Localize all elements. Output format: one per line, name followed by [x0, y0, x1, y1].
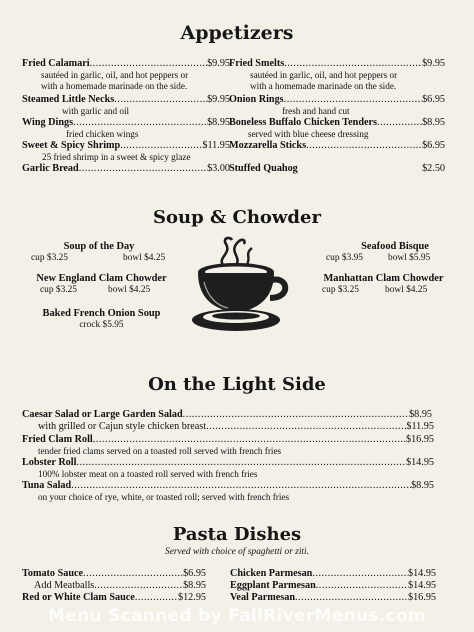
item-name: Eggplant Parmesan — [230, 580, 316, 591]
menu-item — [22, 58, 230, 70]
french-onion-name: Baked French Onion Soup — [42, 308, 161, 319]
item-name: Red or White Clam Sauce — [22, 592, 135, 603]
item-name: Wing Dings — [22, 117, 74, 128]
soup-cup-icon — [184, 232, 294, 342]
item-price: $6.95 — [183, 568, 206, 579]
item-name: Fried Calamari — [22, 58, 90, 69]
menu-item — [22, 409, 432, 421]
manhattan-chowder-bowl: bowl $4.25 — [385, 285, 428, 295]
menu-item — [229, 140, 445, 152]
menu-item — [34, 580, 206, 592]
light-side-heading: On the Light Side — [148, 374, 326, 395]
item-price: $14.95 — [405, 457, 434, 468]
menu-item — [22, 117, 230, 129]
item-price: $11.95 — [406, 421, 434, 432]
ne-clam-chowder-cup: cup $3.25 — [40, 285, 77, 295]
soup-of-day-cup: cup $3.25 — [31, 253, 68, 263]
item-description: sautéed in garlic, oil, and hot peppers or — [250, 70, 398, 80]
item-description: served with blue cheese dressing — [248, 129, 369, 139]
seafood-bisque-bowl: bowl $5.95 — [388, 253, 431, 263]
item-price: $8.95 — [183, 580, 206, 591]
item-description: with a homemade marinade on the side. — [41, 81, 188, 91]
item-price: $12.95 — [177, 592, 206, 603]
item-name: Veal Parmesan — [230, 592, 295, 603]
appetizers-heading: Appetizers — [180, 22, 294, 44]
item-name: Caesar Salad or Large Garden Salad — [22, 409, 183, 420]
menu-item — [229, 58, 445, 70]
item-price: $9.95 — [207, 94, 230, 105]
soup-of-day-name: Soup of the Day — [63, 241, 135, 252]
menu-item — [22, 457, 434, 469]
item-name: Fried Smelts — [229, 58, 285, 69]
item-name: Lobster Roll — [22, 457, 77, 468]
menu-item — [22, 163, 230, 175]
manhattan-chowder-cup: cup $3.25 — [322, 285, 359, 295]
item-description: on your choice of rye, white, or toasted roll; served with french fries — [38, 492, 290, 502]
pasta-heading: Pasta Dishes — [172, 524, 302, 545]
item-price: $14.95 — [407, 580, 436, 591]
item-price: $3.00 — [207, 163, 230, 174]
soup-heading: Soup & Chowder — [153, 207, 321, 228]
pasta-subtitle: Served with choice of spaghetti or ziti. — [165, 547, 309, 557]
menu-item — [229, 94, 445, 106]
item-description: with a homemade marinade on the side. — [250, 81, 397, 91]
item-name: Fried Clam Roll — [22, 434, 93, 445]
item-price: $16.95 — [407, 592, 436, 603]
item-name: with grilled or Cajun style chicken breast — [38, 421, 207, 432]
menu-item — [22, 568, 206, 580]
item-name: Steamed Little Necks — [22, 94, 115, 105]
menu-item — [230, 568, 436, 580]
item-price: $9.95 — [422, 58, 445, 69]
item-description: fried chicken wings — [66, 129, 139, 139]
item-name: Add Meatballs — [34, 580, 95, 591]
item-name: Mozzarella Sticks — [229, 140, 307, 151]
soup-of-day-bowl: bowl $4.25 — [123, 253, 166, 263]
ne-clam-chowder-bowl: bowl $4.25 — [108, 285, 151, 295]
item-description: 25 fried shrimp in a sweet & spicy glaze — [42, 152, 191, 162]
seafood-bisque-name: Seafood Bisque — [361, 241, 429, 252]
item-price: $8.95 — [409, 409, 432, 420]
item-price: $6.95 — [422, 94, 445, 105]
item-description: with garlic and oil — [62, 106, 130, 116]
item-price: $9.95 — [207, 58, 230, 69]
ne-clam-chowder-name: New England Clam Chowder — [36, 273, 167, 284]
seafood-bisque-cup: cup $3.95 — [326, 253, 363, 263]
item-description: sautéed in garlic, oil, and hot peppers or — [41, 70, 189, 80]
menu-item — [22, 480, 434, 492]
menu-item — [22, 140, 230, 152]
item-price: $8.95 — [411, 480, 434, 491]
scan-watermark: Menu Scanned by FallRiverMenus.com — [48, 606, 426, 626]
item-description: fresh and hand cut — [282, 106, 350, 116]
menu-item — [229, 163, 445, 175]
item-name: Garlic Bread — [22, 163, 79, 174]
item-price: $14.95 — [407, 568, 436, 579]
menu-item — [230, 580, 436, 592]
manhattan-chowder-name: Manhattan Clam Chowder — [323, 273, 444, 284]
item-price: $8.95 — [422, 117, 445, 128]
item-name: Sweet & Spicy Shrimp — [22, 140, 121, 151]
menu-item — [230, 592, 436, 604]
item-price: $8.95 — [207, 117, 230, 128]
french-onion-crock: crock $5.95 — [79, 320, 124, 330]
menu-item — [22, 434, 434, 446]
item-price: $16.95 — [405, 434, 434, 445]
item-name: Chicken Parmesan — [230, 568, 313, 579]
item-price: $11.95 — [202, 140, 230, 151]
menu-item — [22, 94, 230, 106]
item-description: tender fried clams served on a toasted roll served with french fries — [38, 446, 282, 456]
item-price: $2.50 — [422, 163, 445, 174]
item-name: Onion Rings — [229, 94, 284, 105]
menu-item — [22, 592, 206, 604]
item-name: Tuna Salad — [22, 480, 72, 491]
item-name: Tomato Sauce — [22, 568, 84, 579]
item-description: 100% lobster meat on a toasted roll served with french fries — [38, 469, 258, 479]
item-name: Boneless Buffalo Chicken Tenders — [229, 117, 378, 128]
menu-item — [38, 421, 434, 433]
menu-item — [229, 117, 445, 129]
item-price: $6.95 — [422, 140, 445, 151]
item-name: Stuffed Quahog — [229, 163, 298, 174]
